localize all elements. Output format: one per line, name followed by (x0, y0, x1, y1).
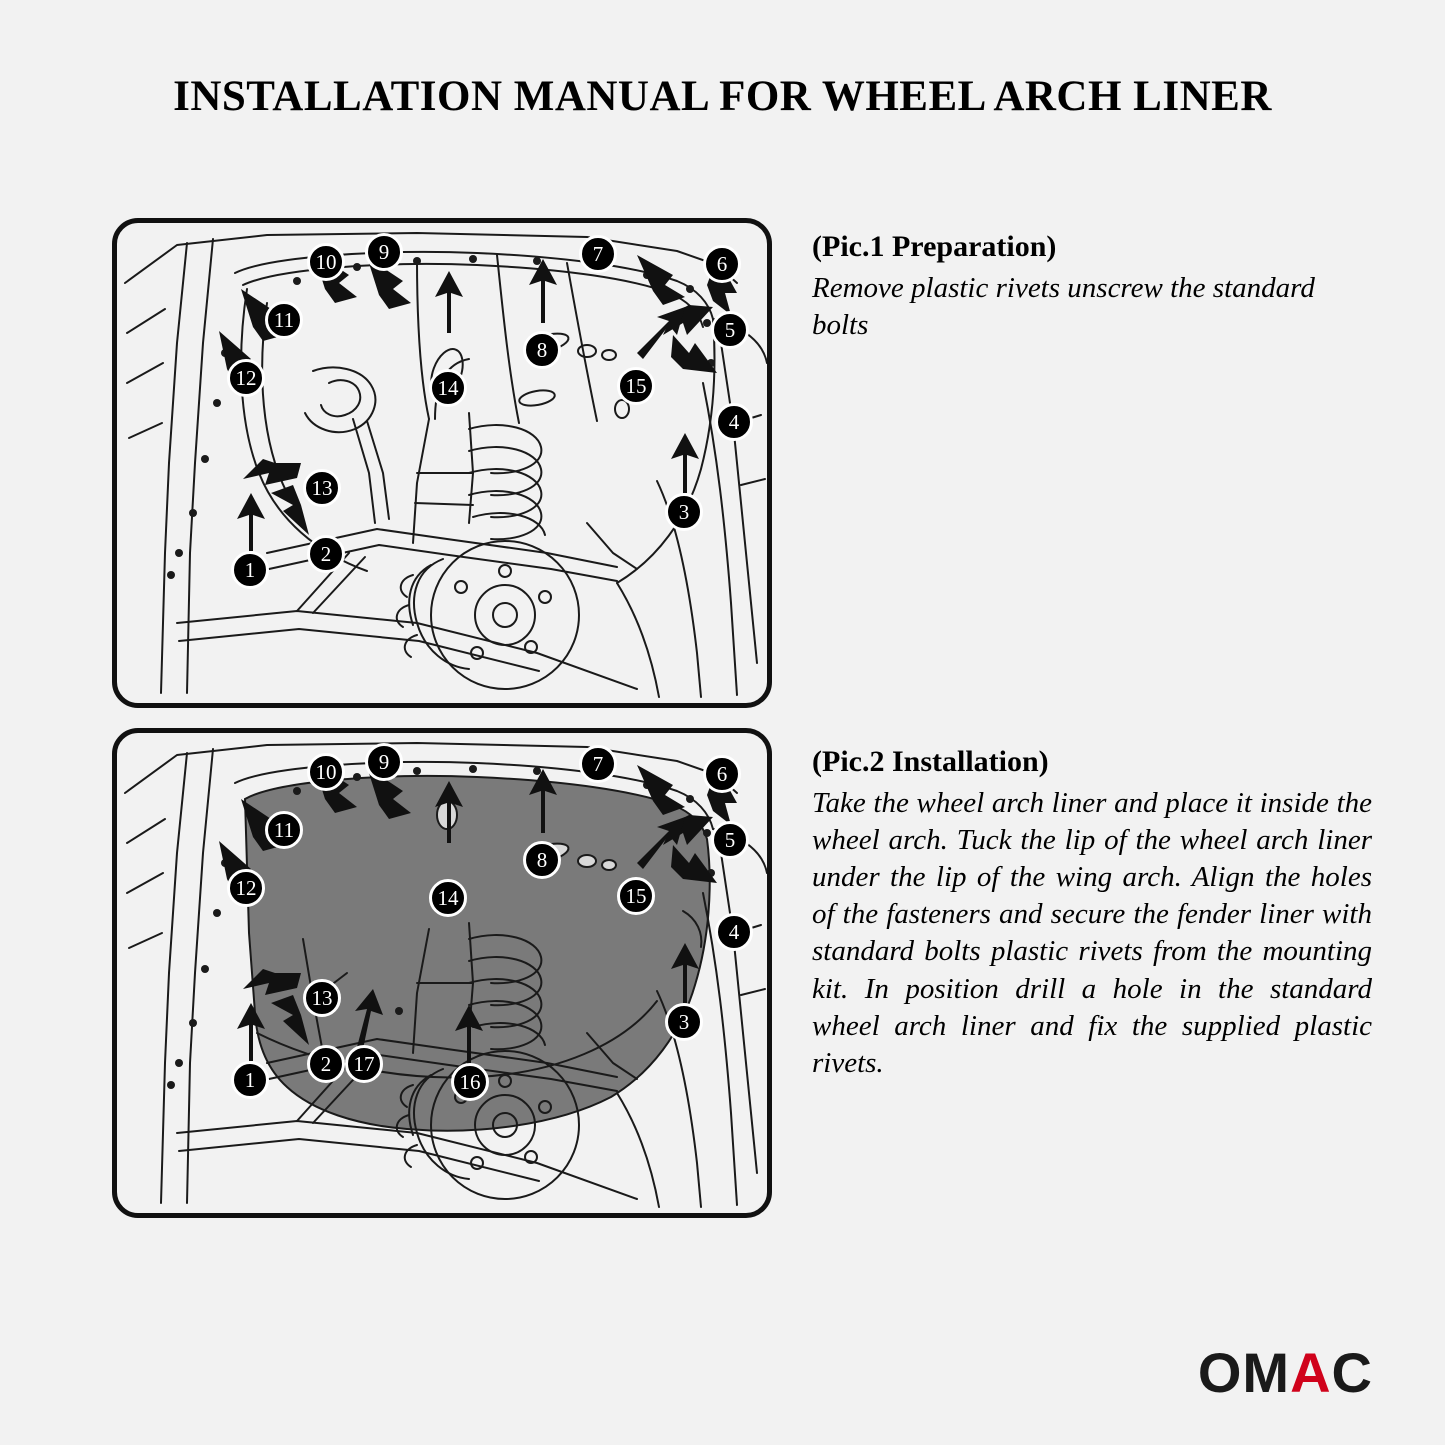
caption-body-pic2: Take the wheel arch liner and place it inside the wheel arch. Tuck the lip of the wheel arch liner under the lip of the wing arch. Align the holes of the fasteners and secure the fender liner with standard bolts plastic rivets from the mounting kit. In position drill a hole in the standard wheel arch liner and fix the supplied plastic rivets. (812, 787, 1372, 1079)
callout-marker: 2 (307, 535, 345, 573)
callout-marker: 14 (429, 879, 467, 917)
callout-marker: 15 (617, 367, 655, 405)
wheel-arch-drawing-pic1 (117, 223, 767, 703)
brand-logo-prefix: OM (1197, 1341, 1291, 1404)
callout-marker: 3 (665, 493, 703, 531)
callout-marker: 14 (429, 369, 467, 407)
callout-marker: 1 (231, 551, 269, 589)
callout-marker: 12 (227, 359, 265, 397)
brand-logo-accent: A (1290, 1341, 1332, 1404)
callout-marker: 12 (227, 869, 265, 907)
page-title: INSTALLATION MANUAL FOR WHEEL ARCH LINER (173, 73, 1272, 120)
callout-marker: 4 (715, 403, 753, 441)
callout-marker: 10 (307, 753, 345, 791)
callout-marker: 5 (711, 311, 749, 349)
callout-marker: 17 (345, 1045, 383, 1083)
callout-marker: 7 (579, 745, 617, 783)
callout-marker: 9 (365, 233, 403, 271)
callout-marker: 2 (307, 1045, 345, 1083)
brand-logo-suffix: C (1331, 1341, 1373, 1404)
callout-marker: 11 (265, 811, 303, 849)
callout-marker: 5 (711, 821, 749, 859)
diagram-panel-pic1 (112, 218, 772, 708)
callout-marker: 4 (715, 913, 753, 951)
callout-marker: 7 (579, 235, 617, 273)
callout-marker: 6 (703, 755, 741, 793)
callout-marker: 1 (231, 1061, 269, 1099)
callout-marker: 9 (365, 743, 403, 781)
callout-marker: 16 (451, 1063, 489, 1101)
brand-logo (1198, 1340, 1373, 1405)
callout-marker: 6 (703, 245, 741, 283)
callout-marker: 8 (523, 841, 561, 879)
callout-marker: 13 (303, 469, 341, 507)
diagram-panel-pic2 (112, 728, 772, 1218)
callout-marker: 3 (665, 1003, 703, 1041)
callout-marker: 13 (303, 979, 341, 1017)
caption-pic2 (812, 745, 1372, 1082)
caption-title-pic2: (Pic.2 Installation) (812, 745, 1049, 778)
callout-marker: 10 (307, 243, 345, 281)
wheel-arch-drawing-pic2 (117, 733, 767, 1213)
callout-marker: 8 (523, 331, 561, 369)
caption-body-pic1: Remove plastic rivets unscrew the standard bolts (812, 272, 1315, 342)
caption-title-pic1: (Pic.1 Preparation) (812, 230, 1057, 263)
caption-pic1 (812, 230, 1372, 344)
callout-marker: 15 (617, 877, 655, 915)
callout-marker: 11 (265, 301, 303, 339)
